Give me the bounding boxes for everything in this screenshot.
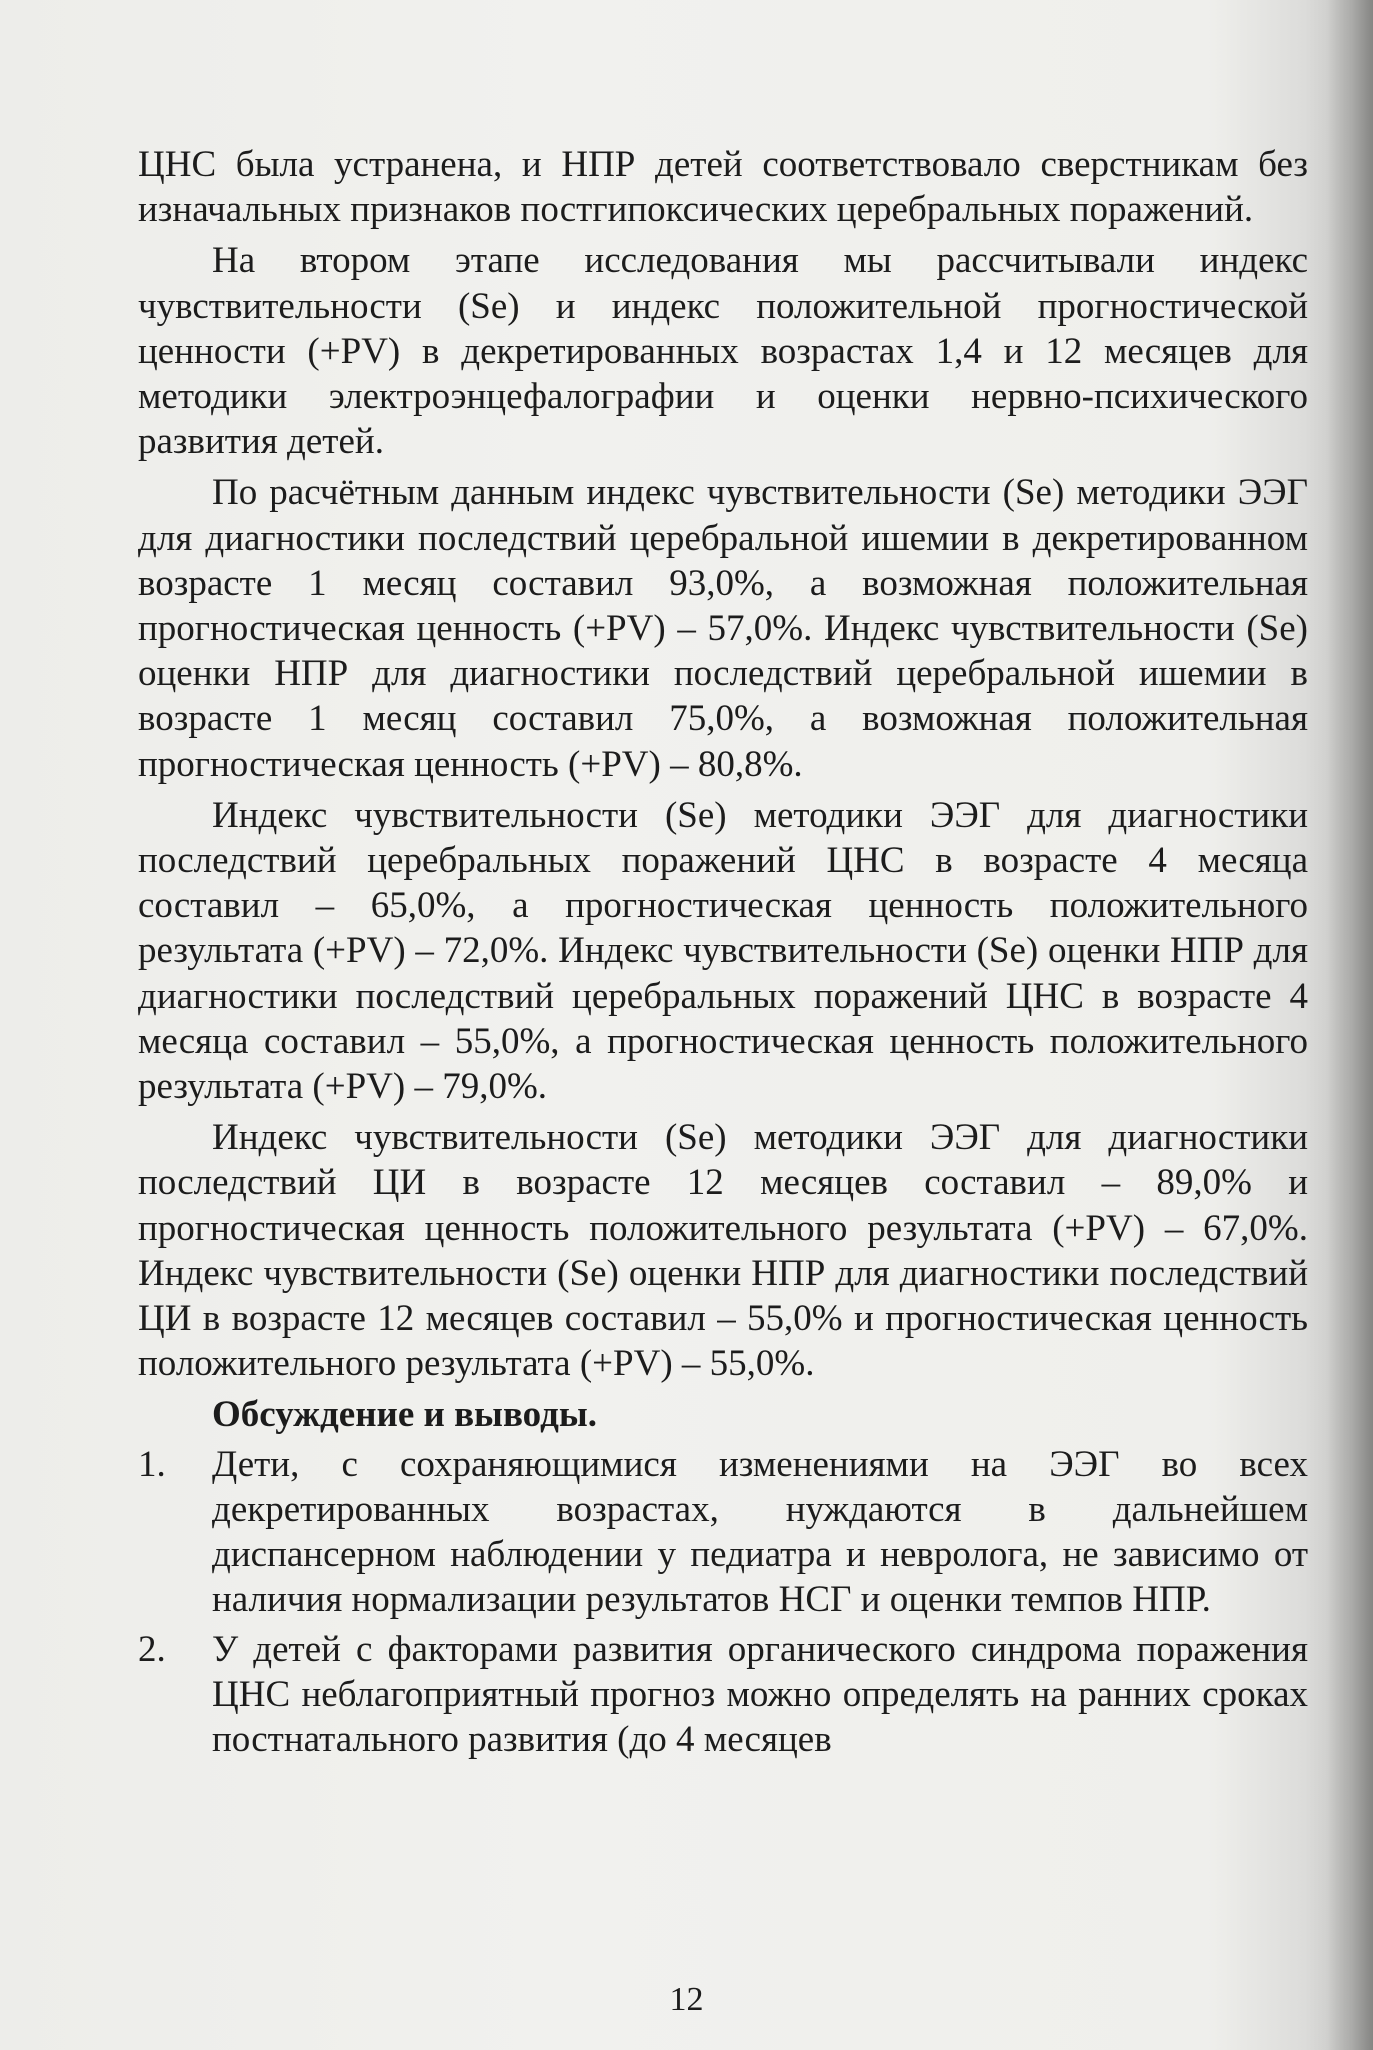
paragraph-one-month: По расчётным данным индекс чувствительности (Se) методики ЭЭГ для диагностики последствий церебральной ишемии в декретированном возрасте 1 месяц составил 93,0%, а возможная положительная прогностическая ценность (+PV) – 57,0%. Индекс чувствительности (Se) оценки НПР для диагностики последствий церебральной ишемии в возрасте 1 месяц составил 75,0%, а возможная положительная прогностическая ценность (+PV) – 80,8%. bbox=[138, 472, 1308, 785]
paragraph-twelve-months: Индекс чувствительности (Se) методики ЭЭГ для диагностики последствий ЦИ в возрасте 12 месяцев составил – 89,0% и прогностическая ценность положительного результата (+PV) – 67,0%. Индекс чувствительности (Se) оценки НПР для диагностики последствий ЦИ в возрасте 12 месяцев составил – 55,0% и прогностическая ценность положительного результата (+PV) – 55,0%. bbox=[138, 1117, 1308, 1385]
list-item-text: У детей с факторами развития органического синдрома поражения ЦНС неблагоприятный прогноз можно определять на ранних сроках постнатального развития (до 4 месяцев bbox=[212, 1628, 1308, 1760]
list-item bbox=[138, 1442, 1308, 1623]
page-number: 12 bbox=[669, 1981, 704, 2018]
paragraph-continuation: ЦНС была устранена, и НПР детей соответствовало сверстникам без изначальных признаков постгипоксических церебральных поражений. bbox=[138, 144, 1308, 231]
paragraph-second-stage: На втором этапе исследования мы рассчитывали индекс чувствительности (Se) и индекс положительной прогностической ценности (+PV) в декретированных возрастах 1,4 и 12 месяцев для методики электроэнцефалографии и оценки нервно-психического развития детей. bbox=[138, 240, 1308, 463]
list-item-text: Дети, с сохраняющимися изменениями на ЭЭГ во всех декретированных возрастах, нуждаются в дальнейшем диспансерном наблюдении у педиатра и невролога, не зависимо от наличия нормализации результатов НСГ и оценки темпов НПР. bbox=[212, 1443, 1308, 1621]
paragraph-four-months: Индекс чувствительности (Se) методики ЭЭГ для диагностики последствий церебральных поражений ЦНС в возрасте 4 месяца составил – 65,0%, а прогностическая ценность положительного результата (+PV) – 72,0%. Индекс чувствительности (Se) оценки НПР для диагностики последствий церебральных поражений ЦНС в возрасте 4 месяца составил – 55,0%, а прогностическая ценность положительного результата (+PV) – 79,0%. bbox=[138, 794, 1308, 1108]
list-item-number: 2. bbox=[138, 1628, 166, 1670]
list-item bbox=[138, 1627, 1308, 1763]
text-body bbox=[138, 142, 1308, 1762]
section-heading: Обсуждение и выводы. bbox=[212, 1394, 597, 1436]
page-edge-shadow bbox=[1327, 0, 1373, 2050]
conclusions-list bbox=[138, 1442, 1308, 1762]
list-item-number: 1. bbox=[138, 1443, 166, 1485]
